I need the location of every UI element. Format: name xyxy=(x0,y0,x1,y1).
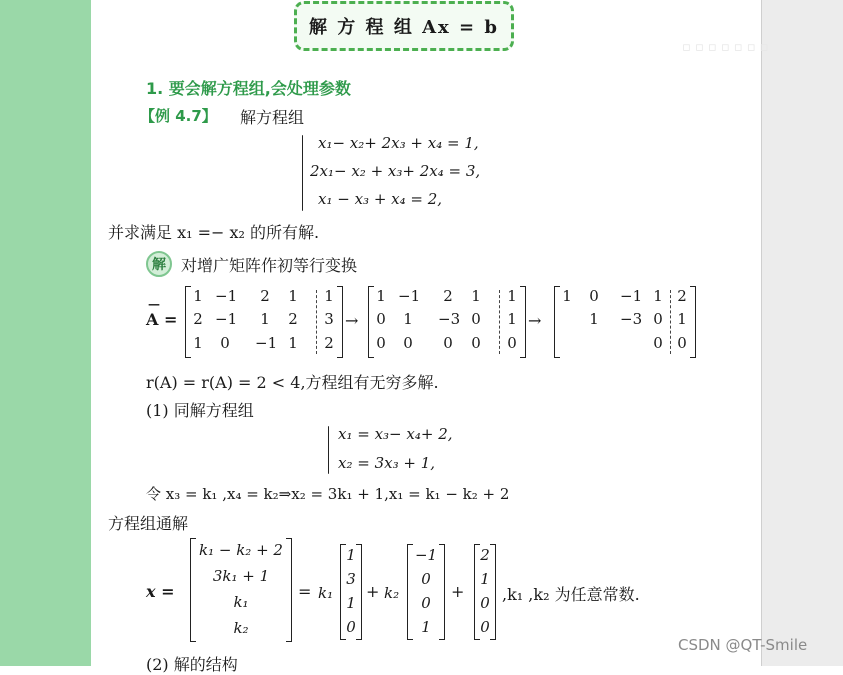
matrix-cell: −3 xyxy=(438,310,461,328)
matrix-cell: 2 xyxy=(324,334,334,352)
reduced-matrix-1 xyxy=(368,286,526,358)
vector-entry: 0 xyxy=(480,594,490,612)
matrix-cell: 0 xyxy=(589,287,599,305)
vector-entry: 1 xyxy=(480,570,490,588)
equals-sign: = xyxy=(298,582,312,601)
matrix-cell: 1 xyxy=(507,287,517,305)
vector-entry: k₁ − k₂ + 2 xyxy=(199,541,283,559)
vector-entry: 0 xyxy=(421,570,431,588)
matrix-label: A = xyxy=(146,310,178,329)
vector-entry: 1 xyxy=(346,546,356,564)
matrix-cell: 0 xyxy=(507,334,517,352)
matrix-cell: 0 xyxy=(443,334,453,352)
matrix-cell: 1 xyxy=(562,287,572,305)
let-line: 令 x₃ = k₁ ,x₄ = k₂⇒x₂ = 3k₁ + 1,x₁ = k₁ − k₂ + 2 xyxy=(146,485,510,503)
coef-k2: k₂ xyxy=(384,584,400,602)
part2-heading: (2) 解的结构 xyxy=(146,655,238,674)
matrix-cell: 0 xyxy=(471,310,481,328)
matrix-cell: 1 xyxy=(288,334,298,352)
matrix-cell: 0 xyxy=(471,334,481,352)
system1-eq1: x₁− x₂+ 2x₃ + x₄ = 1, xyxy=(318,134,479,152)
vector-entry: 1 xyxy=(421,618,431,636)
augmented-matrix xyxy=(185,286,343,358)
vector-entry: 1 xyxy=(346,594,356,612)
section-title: 解 方 程 组 Ax = b xyxy=(309,17,499,38)
vector-entry: 0 xyxy=(421,594,431,612)
matrix-label-bar: — xyxy=(148,297,160,311)
example-intro: 解方程组 xyxy=(240,108,305,127)
matrix-cell: 0 xyxy=(376,310,386,328)
system1-eq2: 2x₁− x₂ + x₃+ 2x₄ = 3, xyxy=(310,162,481,180)
matrix-cell: −1 xyxy=(398,287,421,305)
watermark: CSDN @QT-Smile xyxy=(678,636,808,654)
solution-badge-label: 解 xyxy=(152,257,166,273)
matrix-cell: 1 xyxy=(403,310,413,328)
matrix-cell: 2 xyxy=(677,287,687,305)
matrix-cell: 1 xyxy=(324,287,334,305)
plus-sign-2: + xyxy=(451,582,465,601)
solution-badge xyxy=(146,251,172,277)
row-op-arrow: → xyxy=(345,311,359,330)
vector-entry: 2 xyxy=(480,546,490,564)
system-brace xyxy=(302,135,303,211)
matrix-cell: −3 xyxy=(620,310,643,328)
vector-entry: k₁ xyxy=(233,593,249,611)
reduced-matrix-2 xyxy=(554,286,696,358)
matrix-cell: 1 xyxy=(589,310,599,328)
matrix-cell: 1 xyxy=(653,287,663,305)
matrix-cell: −1 xyxy=(215,287,238,305)
matrix-cell: −1 xyxy=(255,334,278,352)
bleed-through-text: ▫ ▫ ▫ ▫ ▫ ▫ ▫ xyxy=(682,40,769,55)
matrix-cell: 1 xyxy=(193,287,203,305)
system2-eq1: x₁ = x₃− x₄+ 2, xyxy=(338,425,453,443)
matrix-cell: 0 xyxy=(653,334,663,352)
matrix-cell: 0 xyxy=(403,334,413,352)
vector-entry: 0 xyxy=(480,618,490,636)
matrix-cell: 2 xyxy=(260,287,270,305)
matrix-cell: 1 xyxy=(677,310,687,328)
system1-eq3: x₁ − x₃ + x₄ = 2, xyxy=(318,190,443,208)
matrix-cell: 0 xyxy=(376,334,386,352)
section-heading: 1. 要会解方程组,会处理参数 xyxy=(146,79,351,98)
plus-sign-1: + xyxy=(366,582,380,601)
matrix-cell: 1 xyxy=(376,287,386,305)
basis-vector-1 xyxy=(340,544,362,640)
particular-solution-vector xyxy=(474,544,496,640)
vector-entry: −1 xyxy=(414,546,438,564)
example-tag: 【例 4.7】 xyxy=(140,107,217,125)
matrix-cell: 1 xyxy=(507,310,517,328)
matrix-cell: 0 xyxy=(677,334,687,352)
matrix-cell: 1 xyxy=(471,287,481,305)
matrix-cell: 1 xyxy=(193,334,203,352)
solution-intro: 对增广矩阵作初等行变换 xyxy=(181,256,358,275)
left-page-margin xyxy=(0,0,91,666)
system2-eq2: x₂ = 3x₃ + 1, xyxy=(338,454,436,472)
matrix-cell: −1 xyxy=(620,287,643,305)
matrix-cell: 0 xyxy=(220,334,230,352)
tail-text: ,k₁ ,k₂ 为任意常数. xyxy=(502,585,640,604)
vector-entry: 3 xyxy=(346,570,356,588)
condition-text: 并求满足 x₁ =− x₂ 的所有解. xyxy=(108,223,320,242)
system2-brace xyxy=(328,426,329,474)
basis-vector-2 xyxy=(407,544,445,640)
rank-line: r(A) = r(A) = 2 < 4,方程组有无穷多解. xyxy=(146,373,439,392)
matrix-cell: −1 xyxy=(215,310,238,328)
matrix-cell: 0 xyxy=(653,310,663,328)
section-title-box xyxy=(294,1,514,51)
vector-entry: 3k₁ + 1 xyxy=(212,567,270,585)
vector-entry: 0 xyxy=(346,618,356,636)
matrix-cell: 3 xyxy=(324,310,334,328)
coef-k1: k₁ xyxy=(318,584,334,602)
matrix-cell: 1 xyxy=(260,310,270,328)
vector-entry: k₂ xyxy=(233,619,249,637)
matrix-cell: 2 xyxy=(288,310,298,328)
general-solution-label: 方程组通解 xyxy=(108,514,189,533)
matrix-cell: 2 xyxy=(193,310,203,328)
x-label: x = xyxy=(146,582,175,601)
part1-heading: (1) 同解方程组 xyxy=(146,401,254,420)
matrix-cell: 2 xyxy=(443,287,453,305)
matrix-cell: 1 xyxy=(288,287,298,305)
row-op-arrow-2: → xyxy=(528,311,542,330)
solution-vector xyxy=(190,538,292,642)
